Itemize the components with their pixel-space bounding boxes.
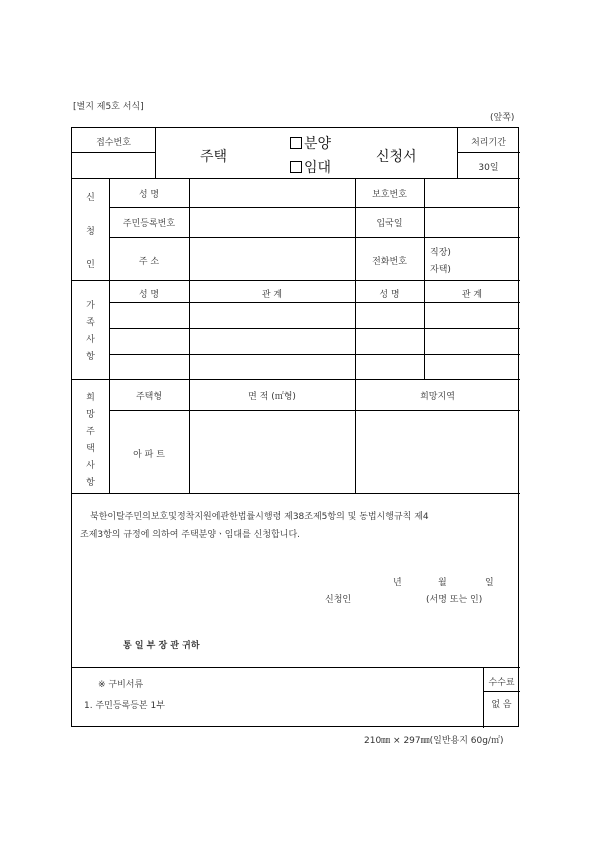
- hope-side-6: 항: [86, 478, 95, 488]
- protection-number-label: 보호번호: [372, 190, 407, 200]
- processing-period-value: 30일: [478, 163, 499, 173]
- option-sale[interactable]: [290, 133, 331, 153]
- date-day-label: 일: [485, 578, 494, 588]
- applicant-side-1: 신: [86, 193, 95, 203]
- recipient-minister: 통 일 부 장 관 귀하: [123, 641, 200, 651]
- required-doc-item-1: 1. 주민등록등본 1부: [84, 701, 165, 711]
- family-side-4: 항: [86, 352, 95, 362]
- checkbox-lease[interactable]: [290, 161, 302, 173]
- resident-number-field[interactable]: [190, 208, 354, 236]
- checkbox-sale[interactable]: [290, 137, 302, 149]
- date-month-label: 월: [438, 578, 447, 588]
- hope-side-3: 주: [86, 427, 95, 437]
- area-header: 면 적 (㎡형): [248, 392, 296, 402]
- phone-label: 전화번호: [372, 257, 407, 267]
- applicant-side-3: 인: [86, 260, 95, 270]
- entry-date-field[interactable]: [425, 208, 519, 236]
- receipt-number-label: 접수번호: [96, 138, 131, 148]
- family-side-2: 족: [86, 318, 95, 328]
- required-docs-title: ※ 구비서류: [98, 680, 144, 690]
- paper-size-note: 210㎜ × 297㎜(일반용지 60g/㎡): [364, 736, 504, 746]
- processing-period-label: 처리기간: [471, 138, 506, 148]
- phone-work-label: 직장): [430, 248, 451, 258]
- house-type-header: 주택형: [135, 392, 163, 402]
- desired-region-field[interactable]: [356, 411, 519, 492]
- address-label: 주 소: [138, 257, 160, 267]
- statement-line-1: 북한이탈주민의보호및정착지원에관한법률시행령 제38조제5항의 및 동법시행규칙 제4: [90, 512, 429, 522]
- page-side-label: (앞쪽): [490, 113, 515, 123]
- title-house: 주택: [200, 149, 228, 165]
- signature-note: (서명 또는 인): [426, 595, 483, 605]
- hope-side-4: 택: [86, 444, 95, 454]
- hope-side-1: 희: [86, 393, 95, 403]
- application-form: [71, 127, 519, 727]
- family-name-header-2: 성 명: [379, 290, 400, 300]
- form-number: [별지 제5호 서식]: [73, 102, 144, 112]
- family-relation-header-2: 관 계: [461, 290, 483, 300]
- applicant-name-field[interactable]: [190, 179, 354, 206]
- fee-label: 수수료: [488, 678, 515, 688]
- applicant-name-label: 성 명: [138, 190, 160, 200]
- fee-value: 없 음: [491, 700, 512, 710]
- applicant-side-2: 청: [86, 227, 95, 237]
- option-sale-label: 분양: [304, 136, 332, 152]
- family-side-1: 가: [86, 301, 95, 311]
- area-field[interactable]: [190, 411, 354, 492]
- hope-side-2: 망: [86, 410, 95, 420]
- title-application: 신청서: [376, 149, 417, 165]
- hope-side-5: 사: [86, 461, 95, 471]
- applicant-sign-label: 신청인: [325, 595, 352, 605]
- resident-number-label: 주민등록번호: [122, 219, 176, 229]
- family-side-3: 사: [86, 335, 95, 345]
- phone-home-label: 자택): [430, 265, 451, 275]
- option-lease-label: 임대: [304, 160, 332, 176]
- protection-number-field[interactable]: [425, 179, 519, 206]
- statement-line-2: 조제3항의 규정에 의하여 주택분양ㆍ임대를 신청합니다.: [80, 530, 300, 540]
- date-year-label: 년: [393, 578, 402, 588]
- apartment-label: 아 파 트: [133, 450, 165, 460]
- entry-date-label: 입국일: [376, 219, 403, 229]
- family-name-header-1: 성 명: [138, 290, 160, 300]
- address-field[interactable]: [190, 238, 354, 279]
- option-lease[interactable]: [290, 157, 331, 177]
- desired-region-header: 희망지역: [420, 392, 455, 402]
- family-relation-header-1: 관 계: [261, 290, 283, 300]
